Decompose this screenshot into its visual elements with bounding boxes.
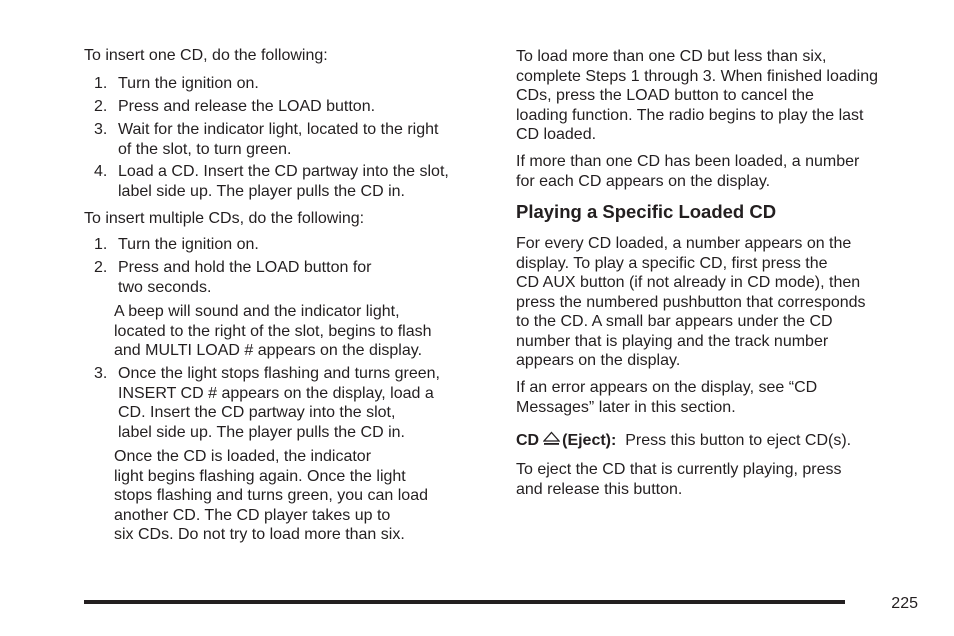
loaded-note-line: another CD. The CD player takes up to (114, 506, 391, 524)
paragraph-line: CD AUX button (if not already in CD mode), then (516, 274, 861, 291)
paragraph-line: and release this button. (516, 480, 683, 498)
beep-note (114, 302, 432, 361)
play-specific-paragraph (516, 234, 866, 371)
loaded-note (114, 447, 428, 545)
page-number: 225 (891, 595, 918, 612)
intro-multi-cd: To insert multiple CDs, do the following: (84, 210, 365, 227)
step-text: label side up. The player pulls the CD in. (118, 182, 405, 200)
step-number: 2. (94, 259, 108, 276)
step-text: Wait for the indicator light, located to the right (118, 121, 439, 138)
paragraph-line: If an error appears on the display, see “CD (516, 379, 818, 396)
section-heading: Playing a Specific Loaded CD (516, 201, 777, 222)
paragraph-line: To load more than one CD but less than six, (516, 48, 827, 65)
paragraph-line: appears on the display. (516, 352, 681, 369)
eject-prefix: CD (516, 432, 540, 449)
step-number: 2. (94, 98, 108, 115)
step-text: label side up. The player pulls the CD in. (118, 423, 405, 441)
error-paragraph (516, 378, 817, 417)
step-text: two seconds. (118, 278, 212, 296)
loaded-note-line: stops flashing and turns green, you can load (114, 487, 428, 504)
paragraph-line: display. To play a specific CD, first press the (516, 254, 828, 272)
paragraph-line: To eject the CD that is currently playing, press (516, 461, 842, 478)
paragraph-line: press the numbered pushbutton that corresponds (516, 293, 866, 311)
step-text: Once the light stops flashing and turns green, (118, 365, 440, 382)
intro-single-cd: To insert one CD, do the following: (84, 47, 328, 64)
step-number: 3. (94, 365, 108, 382)
paragraph-line: If more than one CD has been loaded, a number (516, 153, 860, 170)
eject-description (516, 431, 851, 452)
multiple-loaded-paragraph (516, 152, 859, 191)
eject-icon (543, 431, 560, 452)
step-number: 4. (94, 163, 108, 180)
beep-note-line: A beep will sound and the indicator light, (114, 303, 400, 320)
step-number: 1. (94, 236, 108, 253)
paragraph-line: Messages” later in this section. (516, 398, 736, 416)
paragraph-line: to the CD. A small bar appears under the CD (516, 313, 833, 330)
loaded-note-line: Once the CD is loaded, the indicator (114, 448, 372, 465)
paragraph-line: For every CD loaded, a number appears on the (516, 235, 852, 252)
loaded-note-line: light begins flashing again. Once the light (114, 467, 406, 485)
beep-note-line: located to the right of the slot, begins to flash (114, 322, 432, 340)
paragraph-line: loading function. The radio begins to play the last (516, 106, 864, 124)
step-text: INSERT CD # appears on the display, load a (118, 384, 434, 402)
eject-text: Press this button to eject CD(s). (625, 432, 852, 449)
load-multiple-paragraph (516, 47, 878, 145)
step-text: Turn the ignition on. (118, 236, 259, 253)
eject-playing-paragraph (516, 460, 841, 499)
step-text: Press and release the LOAD button. (118, 98, 376, 115)
paragraph-line: CD loaded. (516, 126, 597, 143)
step-text: Load a CD. Insert the CD partway into the slot, (118, 163, 449, 180)
beep-note-line: and MULTI LOAD # appears on the display. (114, 342, 423, 359)
loaded-note-line: six CDs. Do not try to load more than six. (114, 526, 405, 543)
step-text: Press and hold the LOAD button for (118, 259, 372, 276)
step-number: 1. (94, 75, 108, 92)
paragraph-line: number that is playing and the track number (516, 332, 829, 350)
step-text: CD. Insert the CD partway into the slot, (118, 404, 396, 421)
paragraph-line: complete Steps 1 through 3. When finished loading (516, 67, 879, 85)
paragraph-line: for each CD appears on the display. (516, 172, 771, 190)
paragraph-line: CDs, press the LOAD button to cancel the (516, 87, 814, 104)
step-text: of the slot, to turn green. (118, 140, 292, 158)
eject-label: (Eject): (562, 432, 617, 449)
footer-rule (84, 600, 845, 604)
step-number: 3. (94, 121, 108, 138)
step-text: Turn the ignition on. (118, 75, 259, 92)
